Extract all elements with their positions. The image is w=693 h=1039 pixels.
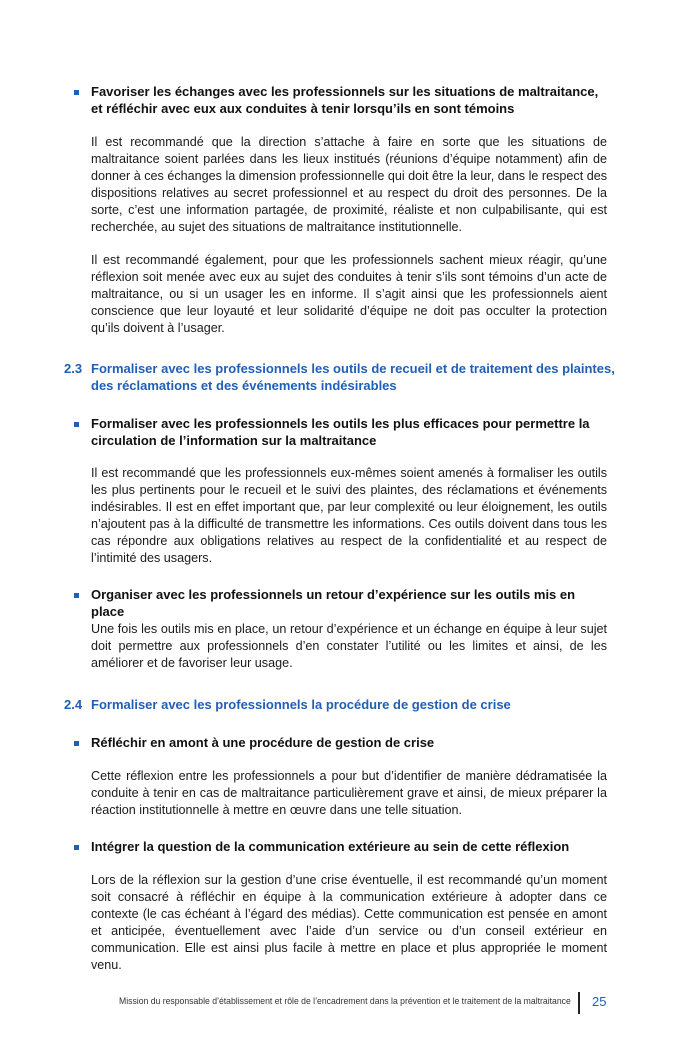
- bullet-heading-tools: Formaliser avec les professionnels les outils les plus efficaces pour permettre la circulation de l’information sur la maltraitance: [91, 416, 590, 448]
- paragraph-exchanges-1: Il est recommandé que la direction s’attache à faire en sorte que les situations de maltraitance soient parlées dans les lieux institués (réunions d’équipe notamment) afin de donner à ces échanges la dimension professionnelle qui doit être la leur, dans le respect des dispositions relatives au secret professionnel et au respect du droit des personnes. De la sorte, c’est une information partagée, de proximité, réaliste et non culpabilisante, qui est recherchée, au sujet des situations de maltraitance institutionnelle.: [91, 135, 607, 234]
- paragraph-tools: Il est recommandé que les professionnels eux-mêmes soient amenés à formaliser les outils les plus pertinents pour le recueil et le suivi des plaintes, des réclamations et événements indésirables. Il est en effet important que, par leur complexité ou leur éloignement, les outils n’ajoutent pas à la difficulté de transmettre les informations. Ces outils doivent dans tous les cas répondre aux obligations relatives au respect de la confidentialité et au respect de l’intimité des usagers.: [91, 466, 607, 565]
- bullet-square-icon: [74, 741, 79, 746]
- bullet-heading-communication: Intégrer la question de la communication extérieure au sein de cette réflexion: [91, 839, 570, 854]
- paragraph-feedback: Une fois les outils mis en place, un retour d’expérience et un échange en équipe à leur sujet doit permettre aux professionnels d’en constater l’utilité ou les limites et ainsi, de les améliorer et de favoriser leur usage.: [91, 622, 607, 670]
- section-number-2-4: 2.4: [64, 697, 83, 712]
- paragraph-exchanges-2: Il est recommandé également, pour que les professionnels sachent mieux réagir, qu’une réflexion soit menée avec eux au sujet des conduites à tenir s’ils sont témoins d’un acte de maltraitance, ou si un usager les en informe. Il s’agit ainsi que les professionnels aient conscience que leur loyauté et leur solidarité d’équipe ne doit pas occulter la protection qu’ils doivent à l’usager.: [91, 253, 607, 335]
- bullet-heading-crisis: Réfléchir en amont à une procédure de gestion de crise: [91, 735, 435, 750]
- bullet-square-icon: [74, 845, 79, 850]
- bullet-heading-exchanges: Favoriser les échanges avec les professionnels sur les situations de maltraitance, et réfléchir avec eux aux conduites à tenir lorsqu’ils en sont témoins: [91, 84, 599, 116]
- section-title-2-3: Formaliser avec les professionnels les outils de recueil et de traitement des plaintes, des réclamations et des événements indésirables: [91, 361, 615, 393]
- paragraph-communication: Lors de la réflexion sur la gestion d’une crise éventuelle, il est recommandé qu’un moment soit consacré à réfléchir en équipe à la communication extérieure à adopter dans ce contexte (le cas échéant à l’égard des médias). Cette communication est pensée en amont et anticipée, éventuellement avec l’aide d’un service ou d’un conseil extérieur en communication. Elle est ainsi plus facile à mettre en place et plus appropriée le moment venu.: [91, 873, 607, 972]
- page-number: 25: [592, 994, 607, 1009]
- bullet-square-icon: [74, 422, 79, 427]
- bullet-heading-feedback: Organiser avec les professionnels un retour d’expérience sur les outils mis en place: [91, 587, 576, 619]
- section-title-2-4: Formaliser avec les professionnels la procédure de gestion de crise: [91, 697, 511, 712]
- section-number-2-3: 2.3: [64, 361, 83, 376]
- footer-divider: [578, 992, 580, 1014]
- bullet-square-icon: [74, 593, 79, 598]
- paragraph-crisis: Cette réflexion entre les professionnels a pour but d’identifier de manière dédramatisée la conduite à tenir en cas de maltraitance particulièrement grave et ainsi, de mieux préparer la réaction institutionnelle à mettre en œuvre dans une telle situation.: [91, 769, 607, 817]
- footer-running-title: Mission du responsable d’établissement et rôle de l’encadrement dans la prévention et le traitement de la maltraitance: [119, 996, 571, 1006]
- bullet-square-icon: [74, 90, 79, 95]
